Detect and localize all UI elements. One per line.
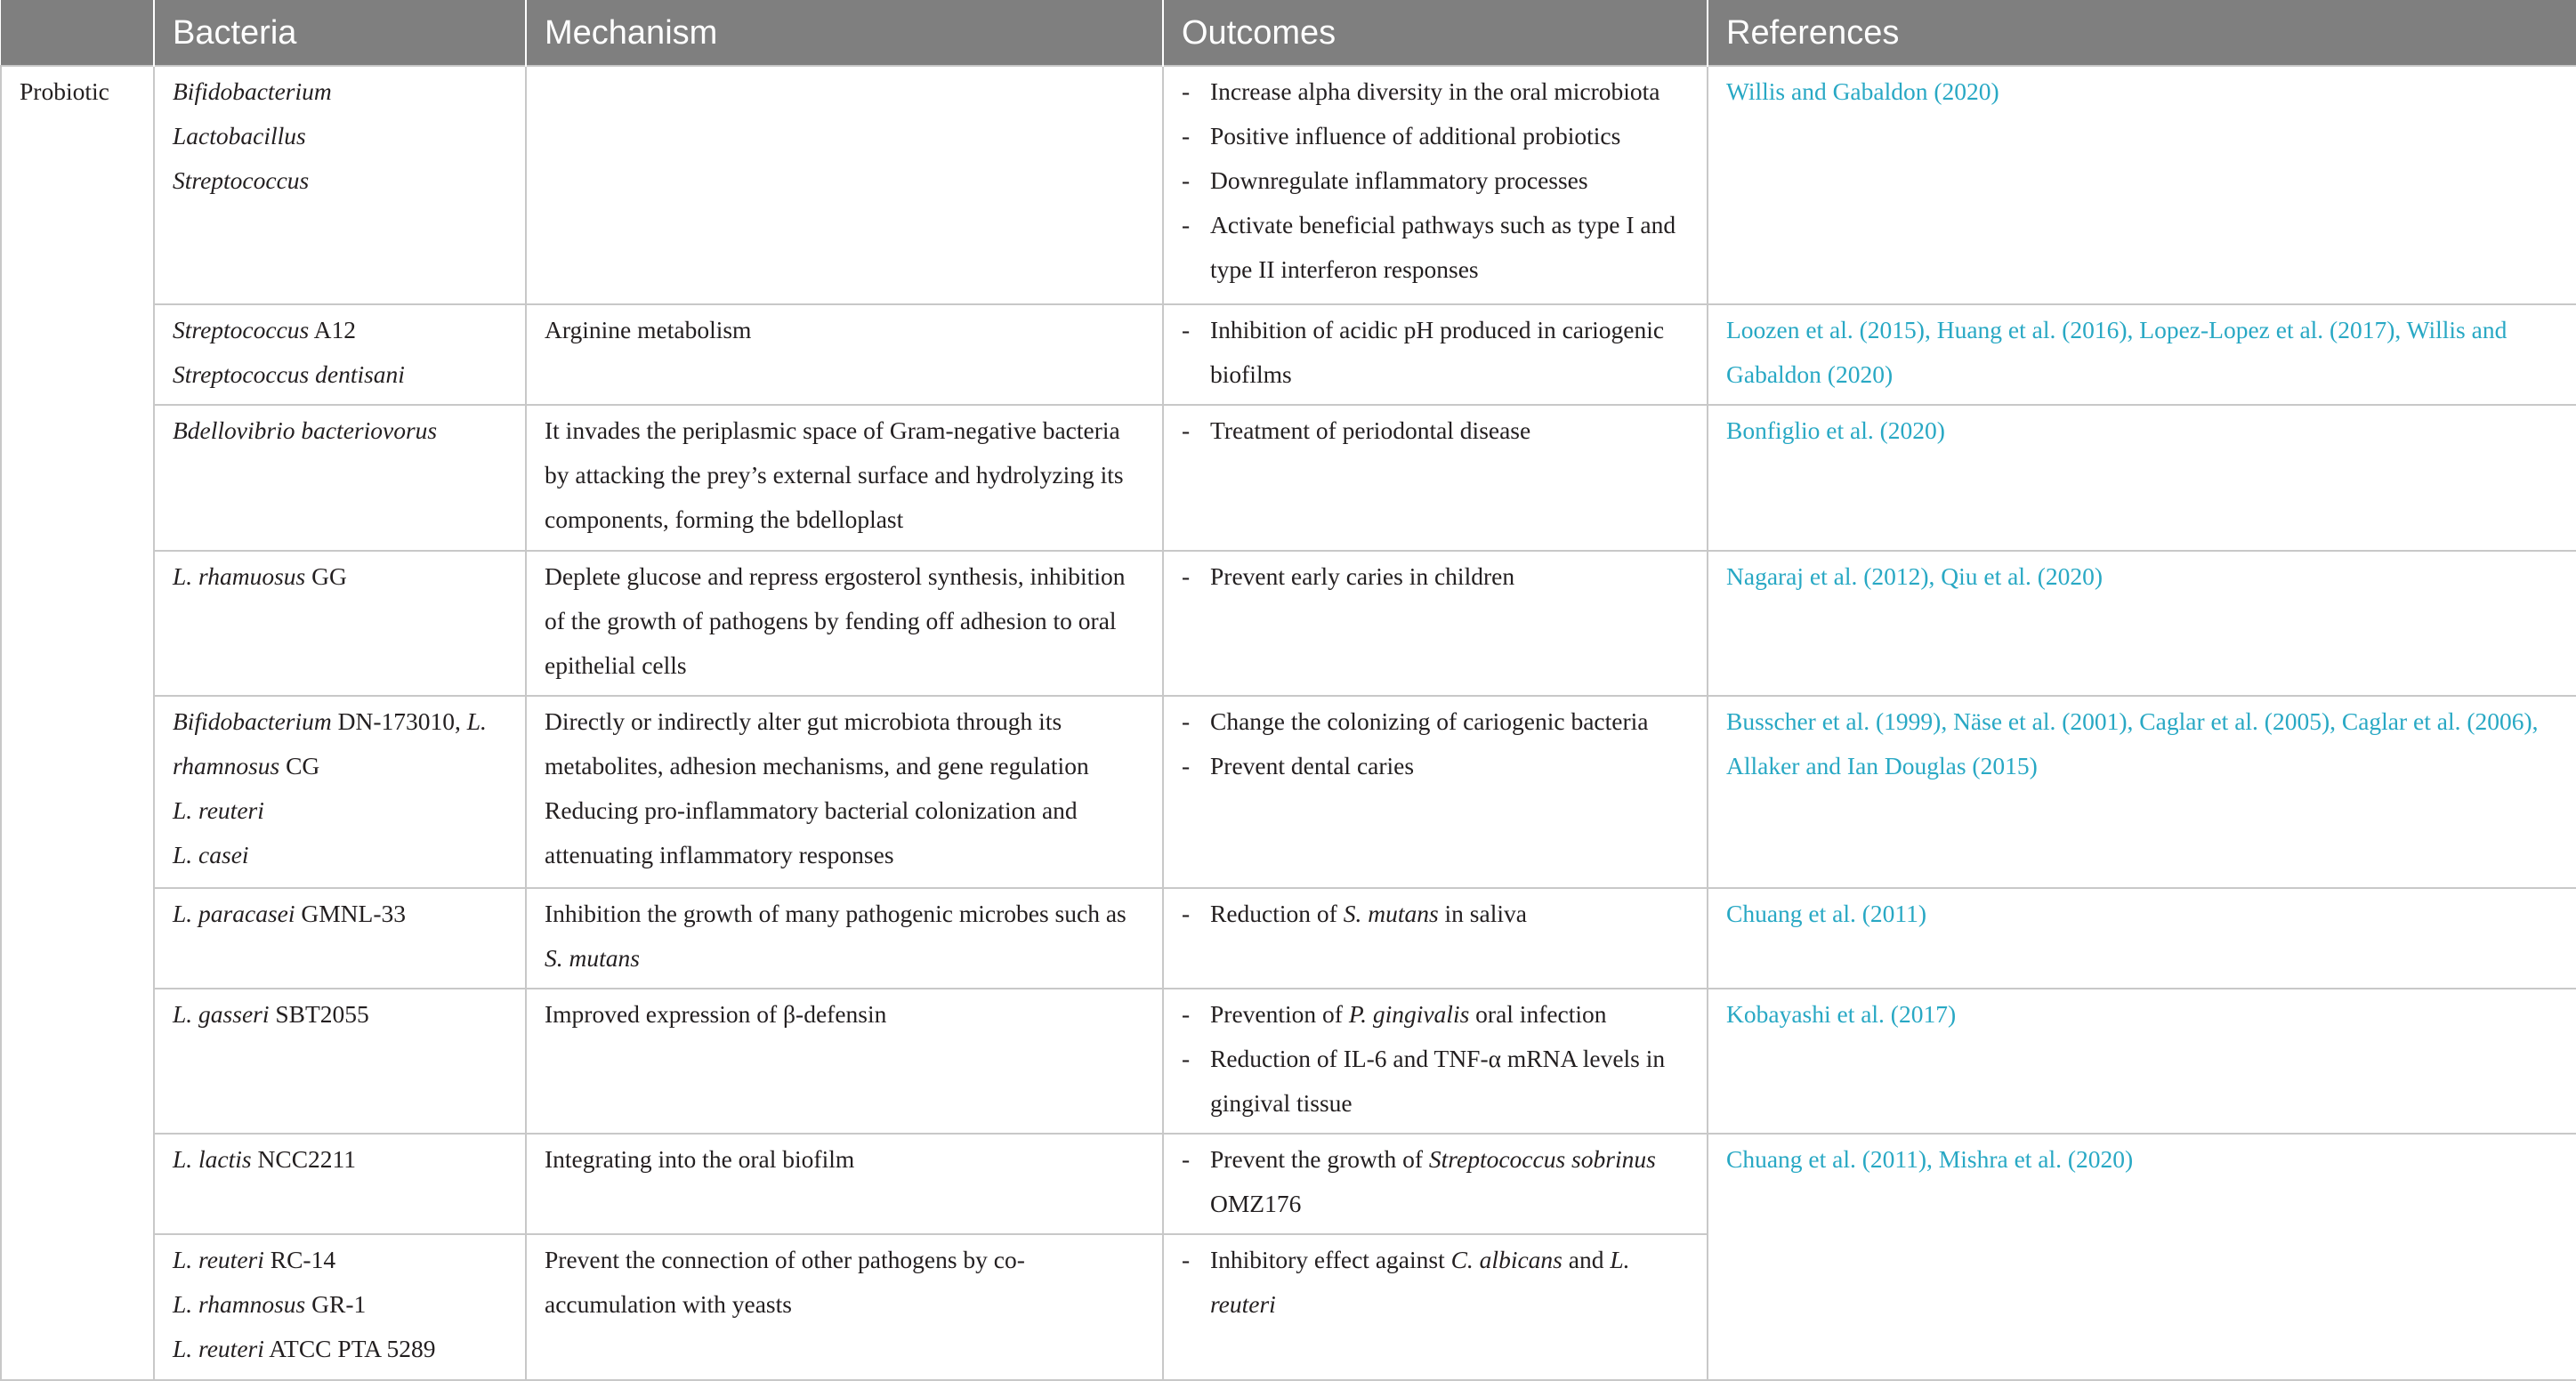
outcome-item: - Downregulate inflammatory processes: [1182, 158, 1691, 203]
table-row: [1, 304, 2576, 405]
outcomes-cell: [1163, 696, 1708, 888]
outcome-item: [1182, 892, 1691, 936]
outcomes-cell: [1163, 66, 1708, 304]
header-references: References: [1708, 0, 2576, 66]
bacteria-line: [173, 554, 509, 599]
bacteria-line: [173, 352, 509, 397]
bacteria-line: [173, 1238, 509, 1282]
bacteria-name: L. rhamnosus: [173, 1290, 306, 1318]
table-row: [1, 1134, 2576, 1234]
references-cell[interactable]: Busscher et al. (1999), Näse et al. (2001), Caglar et al. (2005), Caglar et al. (2006), Allaker and Ian Douglas (2015): [1708, 696, 2576, 888]
outcome-item: [1182, 1137, 1691, 1226]
references-cell[interactable]: Kobayashi et al. (2017): [1708, 989, 2576, 1134]
outcome-species: C. albicans: [1450, 1246, 1563, 1273]
bacteria-line: [173, 308, 509, 352]
table-row: [1, 696, 2576, 888]
mechanism-cell: Integrating into the oral biofilm: [526, 1134, 1163, 1234]
bacteria-name: Streptococcus: [173, 166, 310, 194]
mechanism-cell: It invades the periplasmic space of Gram-negative bacteria by attacking the prey’s external surface and hydrolyzing its components, forming the bdelloplast: [526, 405, 1163, 551]
bacteria-name: Lactobacillus: [173, 122, 306, 149]
bacteria-name: Streptococcus: [173, 316, 310, 343]
references-cell[interactable]: Bonfiglio et al. (2020): [1708, 405, 2576, 551]
outcomes-cell: [1163, 989, 1708, 1134]
mechanism-cell: Directly or indirectly alter gut microbiota through its metabolites, adhesion mechanisms, and gene regulation Reducing pro-inflammatory bacterial colonization and attenuating inflammatory responses: [526, 696, 1163, 888]
bacteria-line: [173, 158, 509, 203]
bacteria-cell: [154, 304, 526, 405]
bacteria-line: [173, 788, 509, 833]
strain-label: NCC2211: [251, 1145, 357, 1173]
bacteria-name: L. reuteri: [173, 1246, 264, 1273]
outcome-species: S. mutans: [1343, 900, 1439, 927]
references-cell[interactable]: Chuang et al. (2011), Mishra et al. (2020): [1708, 1134, 2576, 1380]
bacteria-name: L. casei: [173, 841, 249, 868]
bacteria-line: [173, 1282, 509, 1327]
references-cell[interactable]: Loozen et al. (2015), Huang et al. (2016), Lopez-Lopez et al. (2017), Willis and Gabaldon (2020): [1708, 304, 2576, 405]
outcome-species: Streptococcus sobrinus: [1428, 1145, 1656, 1173]
bacteria-cell: [154, 405, 526, 551]
bacteria-name: L. reuteri: [173, 1335, 264, 1362]
header-blank: [1, 0, 154, 66]
outcome-text: Inhibitory effect against: [1210, 1246, 1451, 1273]
bacteria-line: [173, 699, 509, 788]
table-row: [1, 551, 2576, 696]
bacteria-line: [173, 114, 509, 158]
mechanism-cell: Improved expression of β-defensin: [526, 989, 1163, 1134]
bacteria-cell: [154, 66, 526, 304]
bacteria-line: [173, 1137, 509, 1182]
mechanism-cell: Arginine metabolism: [526, 304, 1163, 405]
bacteria-name: L. gasseri: [173, 1000, 270, 1028]
outcome-item: - Prevent dental caries: [1182, 744, 1691, 788]
bacteria-cell: [154, 989, 526, 1134]
table-row: [1, 66, 2576, 304]
bacteria-name: L. reuteri: [173, 796, 264, 824]
bacteria-line: [173, 892, 509, 936]
header-mechanism: Mechanism: [526, 0, 1163, 66]
outcome-species: L. reuteri: [1210, 1246, 1630, 1318]
table-row: [1, 888, 2576, 989]
strain-label: GG: [305, 562, 347, 590]
strain-label: DN-173010,: [331, 707, 467, 735]
outcome-item: - Change the colonizing of cariogenic bacteria: [1182, 699, 1691, 744]
outcome-item: - Increase alpha diversity in the oral microbiota: [1182, 69, 1691, 114]
bacteria-line: [173, 833, 509, 877]
header-row: [1, 0, 2576, 66]
bacteria-name: Bifidobacterium: [173, 77, 332, 105]
strain-label: ATCC PTA 5289: [263, 1335, 436, 1362]
outcome-item: [1182, 1238, 1691, 1327]
strain-label: A12: [309, 316, 356, 343]
outcome-item: - Treatment of periodontal disease: [1182, 408, 1691, 453]
outcome-item: - Inhibition of acidic pH produced in cariogenic biofilms: [1182, 308, 1691, 397]
header-bacteria: Bacteria: [154, 0, 526, 66]
bacteria-name: Bifidobacterium: [173, 707, 332, 735]
bacteria-cell: [154, 1134, 526, 1234]
bacteria-name: L. rhamnosus: [173, 707, 487, 779]
strain-label: RC-14: [263, 1246, 336, 1273]
outcomes-cell: [1163, 1234, 1708, 1380]
bacteria-line: [173, 408, 509, 453]
outcome-text: OMZ176: [1210, 1190, 1302, 1217]
bacteria-line: [173, 69, 509, 114]
bacteria-cell: [154, 888, 526, 989]
outcome-text: Prevent the growth of: [1210, 1145, 1429, 1173]
strain-label: GMNL-33: [295, 900, 407, 927]
references-cell[interactable]: Chuang et al. (2011): [1708, 888, 2576, 989]
bacteria-name: L. paracasei: [173, 900, 295, 927]
bacteria-name: Bdellovibrio bacteriovorus: [173, 416, 438, 444]
outcome-text: Reduction of: [1210, 900, 1344, 927]
table-row: [1, 989, 2576, 1134]
category-cell: Probiotic: [1, 66, 154, 1380]
mechanism-text: Inhibition the growth of many pathogenic microbes such as: [545, 900, 1126, 927]
outcomes-cell: [1163, 304, 1708, 405]
outcome-item: - Positive influence of additional probiotics: [1182, 114, 1691, 158]
bacteria-line: [173, 992, 509, 1037]
header-outcomes: Outcomes: [1163, 0, 1708, 66]
bacteria-name: Streptococcus dentisani: [173, 360, 405, 388]
outcome-item: - Prevent early caries in children: [1182, 554, 1691, 599]
bacteria-name: L. lactis: [173, 1145, 252, 1173]
outcomes-cell: [1163, 1134, 1708, 1234]
bacteria-cell: [154, 1234, 526, 1380]
strain-label: SBT2055: [269, 1000, 369, 1028]
bacteria-line: [173, 1327, 509, 1371]
mechanism-species: S. mutans: [545, 944, 640, 972]
outcomes-cell: [1163, 551, 1708, 696]
references-cell[interactable]: Willis and Gabaldon (2020): [1708, 66, 2576, 304]
outcome-text: and: [1562, 1246, 1611, 1273]
mechanism-cell: Deplete glucose and repress ergosterol synthesis, inhibition of the growth of pathogens by fending off adhesion to oral epithelial cells: [526, 551, 1163, 696]
references-cell[interactable]: Nagaraj et al. (2012), Qiu et al. (2020): [1708, 551, 2576, 696]
mechanism-cell: Prevent the connection of other pathogens by co-accumulation with yeasts: [526, 1234, 1163, 1380]
outcome-item: - Activate beneficial pathways such as type I and type II interferon responses: [1182, 203, 1691, 292]
outcome-species: P. gingivalis: [1348, 1000, 1470, 1028]
strain-label: CG: [279, 752, 320, 779]
mechanism-cell: [526, 888, 1163, 989]
outcome-text: Prevention of: [1210, 1000, 1349, 1028]
table-row: [1, 405, 2576, 551]
outcome-text: in saliva: [1438, 900, 1527, 927]
outcome-item: [1182, 992, 1691, 1037]
bacteria-cell: [154, 551, 526, 696]
bacteria-name: L. rhamuosus: [173, 562, 306, 590]
strain-label: GR-1: [305, 1290, 367, 1318]
outcomes-cell: [1163, 888, 1708, 989]
outcome-item: - Reduction of IL-6 and TNF-α mRNA levels in gingival tissue: [1182, 1037, 1691, 1126]
mechanism-cell: [526, 66, 1163, 304]
outcomes-cell: [1163, 405, 1708, 551]
outcome-text: oral infection: [1469, 1000, 1607, 1028]
bacteria-cell: [154, 696, 526, 888]
